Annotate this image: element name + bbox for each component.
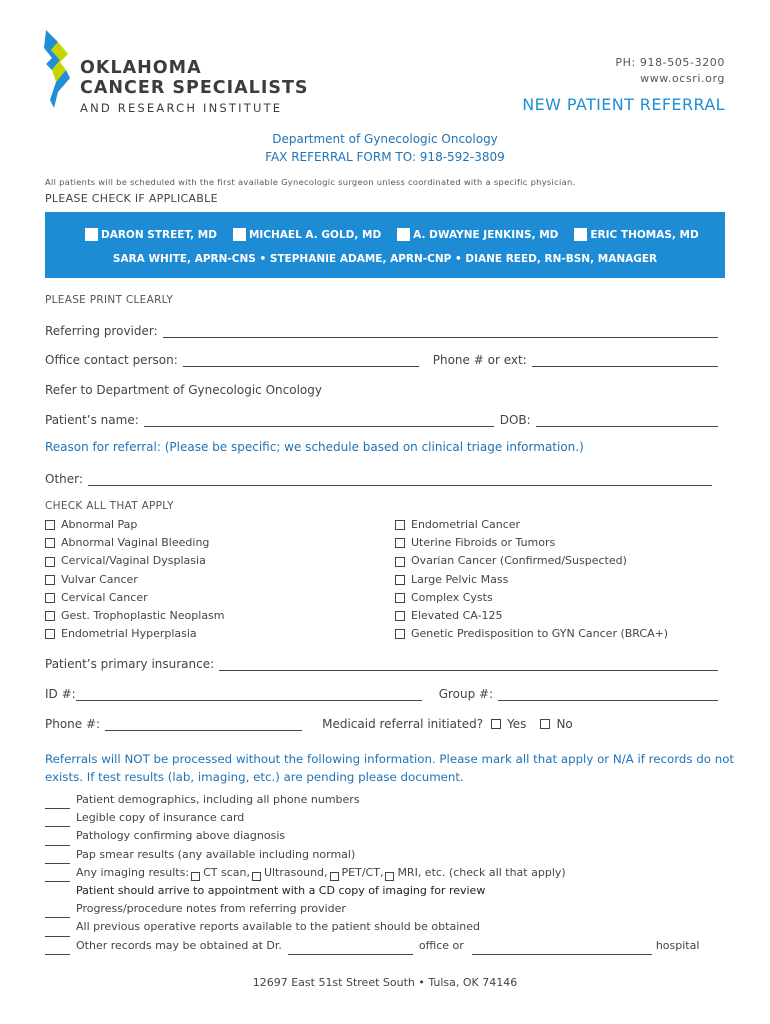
org-name-line1: OKLAHOMA [80,58,202,78]
requirements-note: Referrals will NOT be processed without the following information. Please mark all that apply or N/A if records do not exists. If test results (lab, imaging, etc.) are pending please document. [45,752,735,784]
checkbox[interactable] [45,557,55,567]
req-blank[interactable] [45,852,70,864]
phone-field[interactable] [105,719,302,731]
fax-number: FAX REFERRAL FORM TO: 918-592-3809 [265,150,505,164]
patient-name-label: Patient’s name: [45,413,139,427]
ct-label: CT scan, [203,865,250,879]
condition-label: Endometrial Cancer [411,518,521,531]
req-other-records [45,937,699,955]
org-name-line3: AND RESEARCH INSTITUTE [80,101,283,115]
condition-label: Uterine Fibroids or Tumors [411,536,556,550]
office-or-label: office or [418,938,464,952]
ocsri-logo-icon [42,30,72,112]
cd-note-label: Patient should arrive to appointment with a CD copy of imaging for review [76,884,486,898]
checkbox[interactable] [45,575,55,585]
requirements-list [45,791,699,955]
other-field[interactable] [88,474,712,486]
checkbox[interactable] [395,629,405,639]
condition-dysplasia[interactable] [45,552,225,570]
physician-checkbox[interactable] [85,228,98,241]
condition-gest-neoplasm[interactable] [45,607,225,625]
req-pap [45,846,699,864]
condition-cervical-cancer[interactable] [45,589,225,607]
office-contact-row [45,351,718,367]
req-pathology [45,827,699,845]
checkbox[interactable] [395,611,405,621]
condition-pelvic-mass[interactable] [395,571,668,589]
footer-address: 12697 East 51st Street South • Tulsa, OK 74146 [252,976,518,989]
condition-label: Vulvar Cancer [61,572,138,586]
id-label: ID #: [45,687,76,701]
req-insurance-card [45,809,699,827]
contact-info [615,55,725,87]
office-contact-label: Office contact person: [45,353,178,367]
form-title: NEW PATIENT REFERRAL [522,95,725,114]
org-name-line2: CANCER SPECIALISTS [80,78,309,98]
scheduling-notice: All patients will be scheduled with the first available Gynecologic surgeon unless coordinated with a specific physician. [45,177,576,187]
conditions-left-column [45,516,225,643]
patient-name-row [45,411,718,427]
req-demographics [45,791,699,809]
mri-label: MRI, etc. (check all that apply) [397,865,566,879]
req-imaging [45,864,699,882]
referring-provider-row [45,322,718,338]
office-contact-field[interactable] [183,355,419,367]
checkbox[interactable] [395,538,405,548]
patient-name-field[interactable] [144,415,494,427]
group-field[interactable] [498,689,718,701]
req-label: Pap smear results (any available including normal) [76,847,356,861]
insurance-field[interactable] [219,659,718,671]
print-clearly-label: PLEASE PRINT CLEARLY [45,294,174,306]
dob-label: DOB: [499,413,531,427]
physician-checkbox[interactable] [397,228,410,241]
condition-label: Cervical Cancer [61,590,148,604]
checkbox[interactable] [540,719,550,729]
condition-ovarian-cancer[interactable] [395,552,668,570]
condition-label: Cervical/Vaginal Dysplasia [61,554,206,568]
req-blank[interactable] [45,834,70,846]
req-label: All previous operative reports available to the patient should be obtained [76,920,480,934]
condition-genetic-predisposition[interactable] [395,625,668,643]
req-label: Progress/procedure notes from referring provider [76,902,346,916]
other-label: Other: [45,472,83,486]
condition-abnormal-bleeding[interactable] [45,534,225,552]
checkbox[interactable] [395,520,405,530]
req-blank[interactable] [45,815,70,827]
referring-provider-label: Referring provider: [45,324,158,338]
ct-checkbox[interactable] [191,872,200,881]
dob-field[interactable] [536,415,718,427]
req-blank[interactable] [45,870,70,882]
conditions-right-column [395,516,668,643]
condition-label: Endometrial Hyperplasia [61,627,197,641]
referring-provider-field[interactable] [163,326,718,338]
req-label: Patient demographics, including all phone numbers [76,793,360,806]
req-blank[interactable] [45,925,70,937]
condition-endometrial-cancer[interactable] [395,516,668,534]
req-progress [45,900,699,918]
refer-to-row [45,381,718,397]
req-label: Any imaging results: [76,865,190,879]
other-row [45,470,712,486]
no-label: No [556,717,573,731]
req-label: Legible copy of insurance card [76,811,245,825]
staff-line: SARA WHITE, APRN-CNS • STEPHANIE ADAME, APRN-CNP • DIANE REED, RN-BSN, MANAGER [112,253,658,265]
ultrasound-checkbox[interactable] [252,872,261,881]
condition-ca125[interactable] [395,607,668,625]
department-heading [0,130,770,166]
phone-medicaid-row [45,715,718,731]
checkbox[interactable] [45,611,55,621]
checkbox[interactable] [45,593,55,603]
physician-option-street[interactable] [85,228,217,241]
physician-checkbox-row [85,228,699,241]
ultrasound-label: Ultrasound, [263,865,328,879]
checkbox[interactable] [491,719,501,729]
req-label: Pathology confirming above diagnosis [76,829,286,843]
org-phone: PH: 918-505-3200 [615,56,725,69]
physician-option-gold[interactable] [233,228,381,241]
medicaid-label: Medicaid referral initiated? [322,717,484,731]
phone-ext-field[interactable] [532,355,718,367]
physician-name: A. DWAYNE JENKINS, MD [413,228,559,241]
condition-complex-cysts[interactable] [395,589,668,607]
medicaid-no-option[interactable] [540,717,572,731]
group-label: Group #: [438,687,494,701]
id-group-row [45,685,718,701]
physician-checkbox[interactable] [233,228,246,241]
mri-checkbox[interactable] [385,872,394,881]
checkbox[interactable] [45,538,55,548]
please-check-label: PLEASE CHECK IF APPLICABLE [45,192,218,205]
physician-option-thomas[interactable] [574,228,698,241]
department-name: Department of Gynecologic Oncology [272,132,498,146]
physician-checkbox[interactable] [574,228,587,241]
condition-vulvar-cancer[interactable] [45,571,225,589]
physician-name: MICHAEL A. GOLD, MD [248,228,382,241]
hospital-label: hospital [655,938,700,952]
req-blank[interactable] [45,906,70,918]
req-blank[interactable] [45,797,70,809]
physician-name: ERIC THOMAS, MD [590,228,699,241]
checkbox[interactable] [395,593,405,603]
req-cd-note [45,882,699,900]
medicaid-yes-option[interactable] [491,717,526,731]
condition-abnormal-pap[interactable] [45,516,225,534]
insurance-row [45,655,718,671]
condition-label: Genetic Predisposition to GYN Cancer (BRCA+) [411,627,669,641]
physician-panel [45,212,725,278]
condition-endometrial-hyperplasia[interactable] [45,625,225,643]
petct-label: PET/CT, [341,865,384,879]
doctor-name-field[interactable] [288,943,413,955]
condition-label: Ovarian Cancer (Confirmed/Suspected) [411,554,627,568]
refer-to-text: Refer to Department of Gynecologic Oncology [45,383,322,397]
id-field[interactable] [76,689,422,701]
condition-label: Large Pelvic Mass [411,572,509,586]
hospital-name-field[interactable] [472,943,652,955]
condition-fibroids[interactable] [395,534,668,552]
check-all-label: CHECK ALL THAT APPLY [45,500,174,512]
yes-label: Yes [507,717,527,731]
insurance-label: Patient’s primary insurance: [45,657,215,671]
req-operative [45,918,699,936]
checkbox[interactable] [45,629,55,639]
condition-label: Abnormal Vaginal Bleeding [61,536,210,550]
physician-name: DARON STREET, MD [101,228,217,241]
req-blank[interactable] [45,943,70,955]
checkbox[interactable] [45,520,55,530]
reason-for-referral-heading: Reason for referral: (Please be specific; we schedule based on clinical triage information.) [45,440,584,454]
phone-label: Phone #: [45,717,101,731]
phone-ext-label: Phone # or ext: [432,353,527,367]
req-label: Other records may be obtained at Dr. [76,938,282,952]
condition-label: Gest. Trophoplastic Neoplasm [61,609,225,623]
condition-label: Complex Cysts [411,590,493,604]
org-website[interactable]: www.ocsri.org [640,72,725,85]
checkbox[interactable] [395,557,405,567]
physician-option-jenkins[interactable] [397,228,558,241]
org-logo-text [80,58,309,115]
checkbox[interactable] [395,575,405,585]
condition-label: Elevated CA-125 [411,609,503,623]
condition-label: Abnormal Pap [61,518,138,531]
petct-checkbox[interactable] [330,872,339,881]
